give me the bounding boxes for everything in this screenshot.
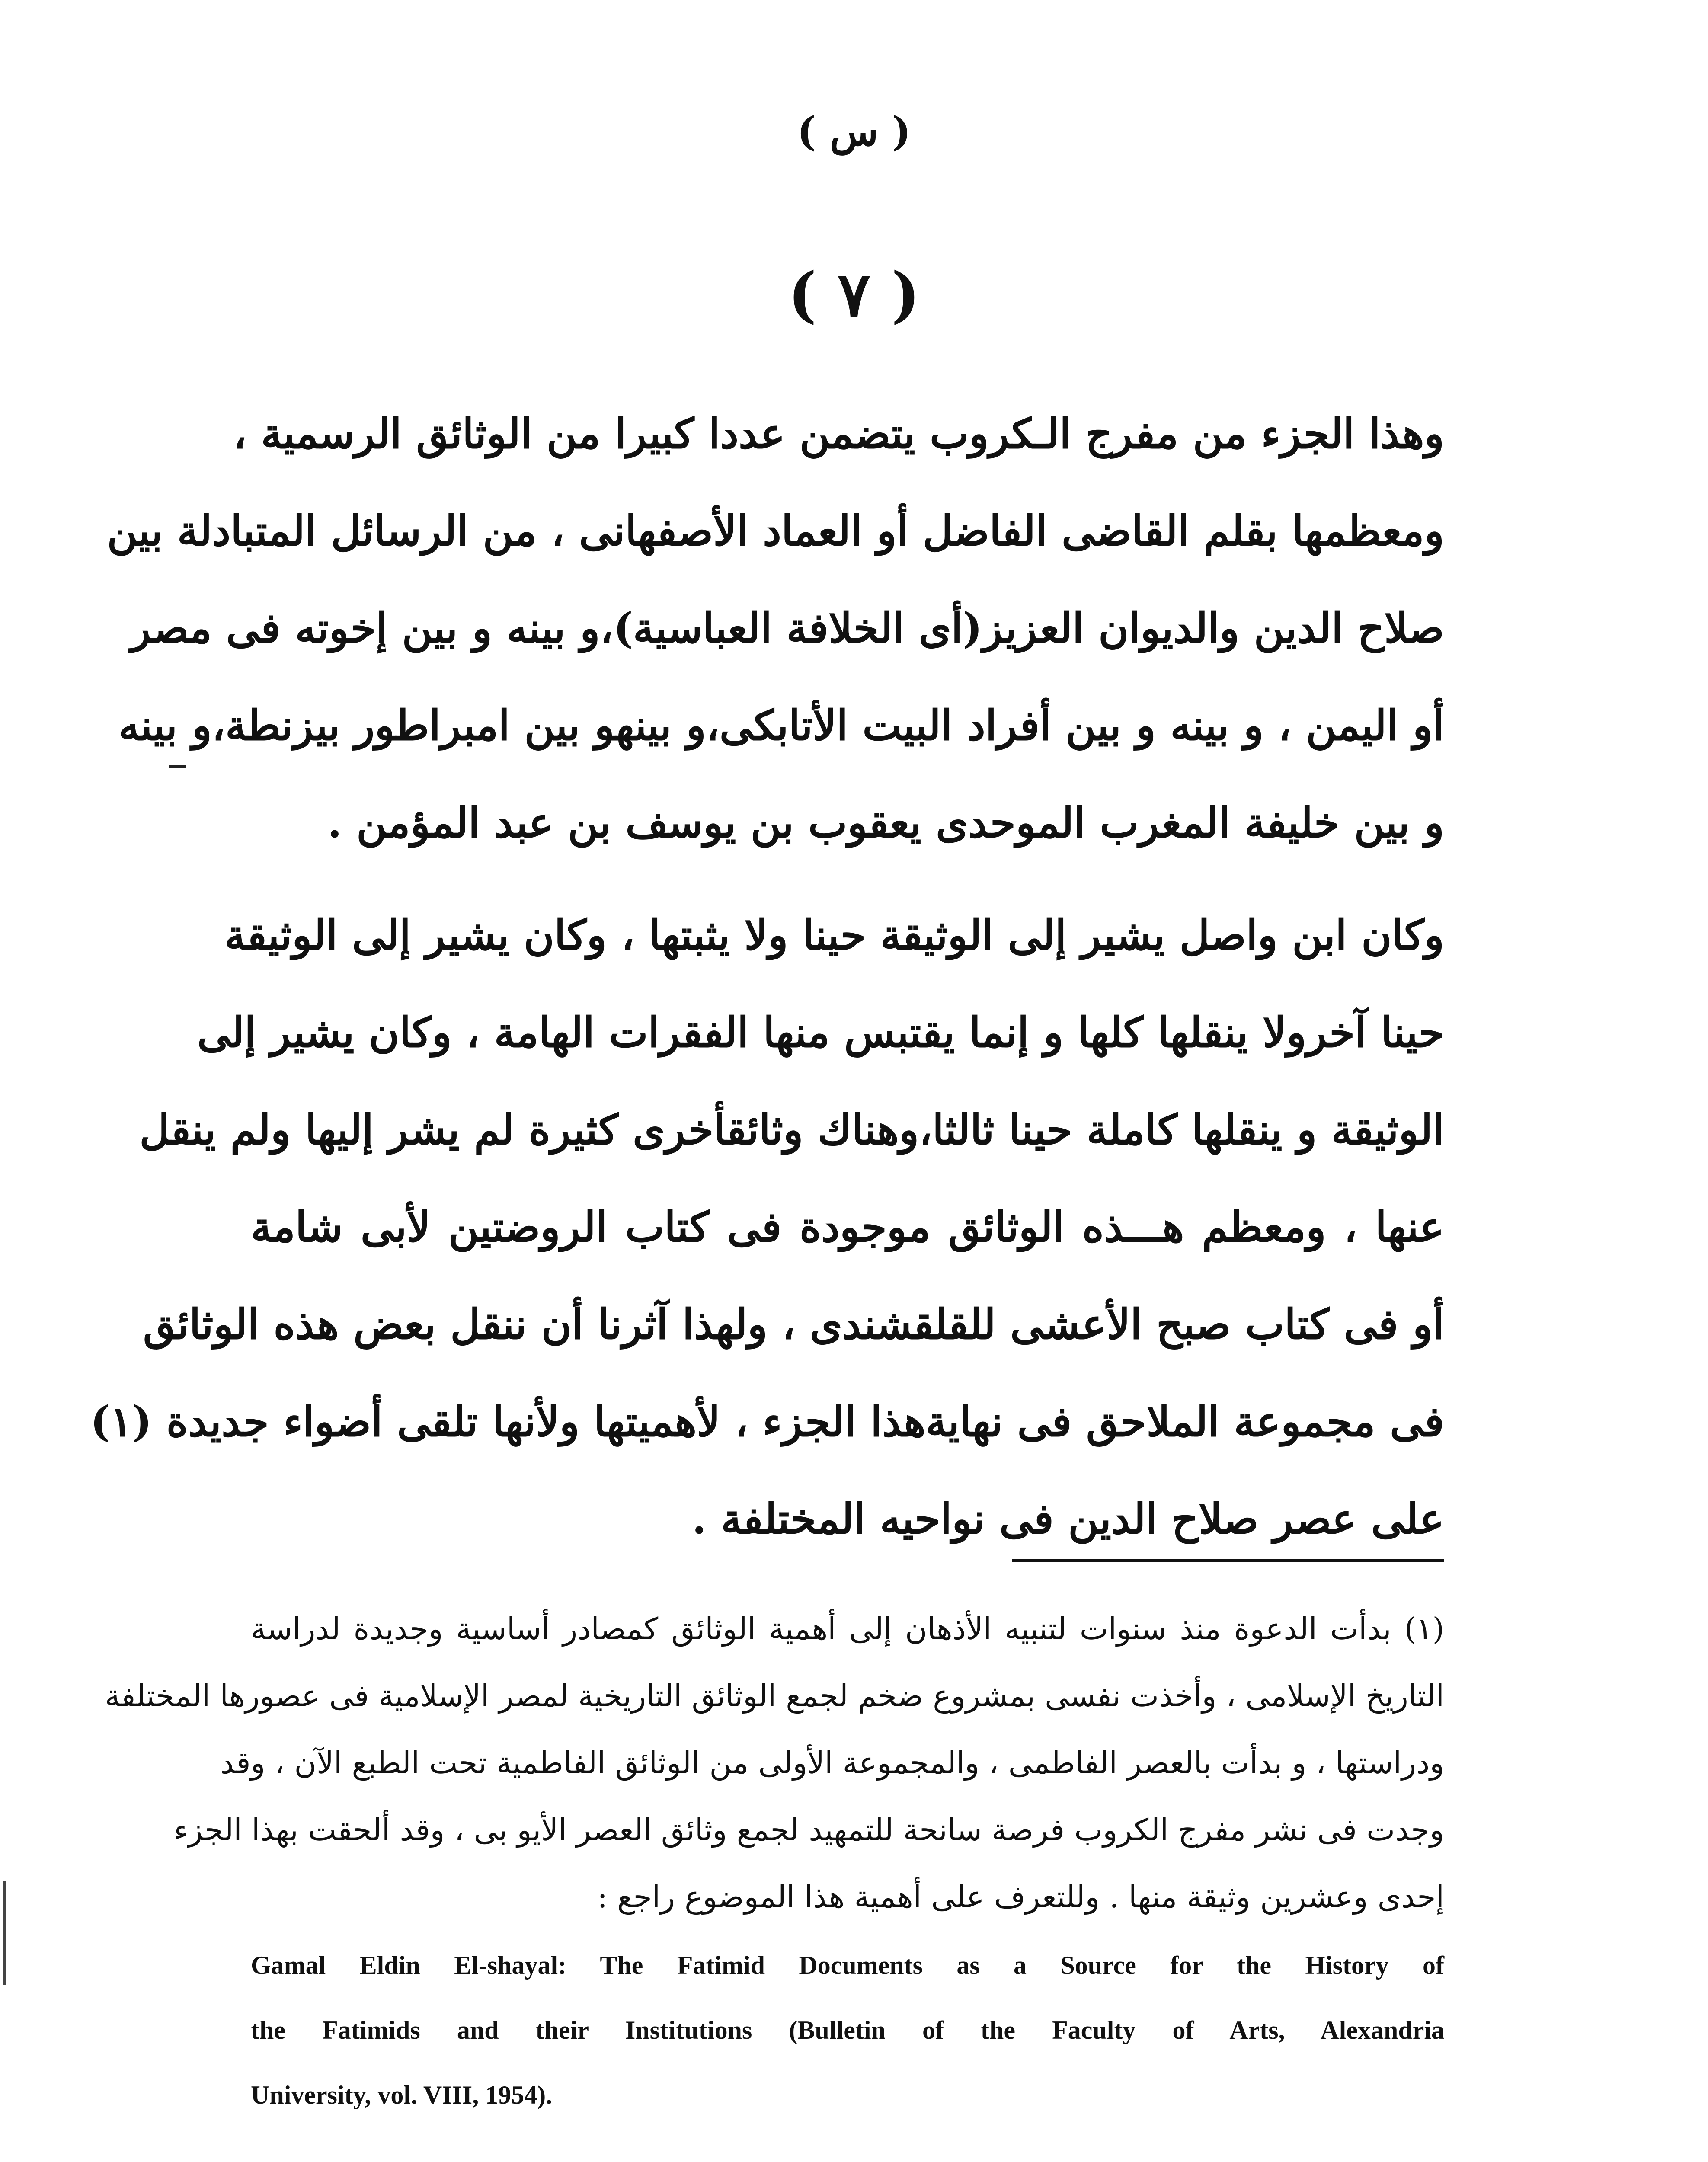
- footnote-1: [105, 1596, 1444, 1931]
- paragraph-line: ومعظمها بقلم القاضى الفاضل أو العماد الأصفهانى ، من الرسائل المتبادلة بين: [107, 506, 1444, 555]
- reference-line: the Fatimids and their Institutions (Bulletin of the Faculty of Arts, Alexandria: [251, 2016, 1444, 2044]
- section-number: ( ٧ ): [788, 259, 920, 330]
- paragraph-2: [90, 886, 1444, 1567]
- paragraph-line: صلاح الدين والديوان العزيز(أى الخلافة العباسية)،و بينه و بين إخوته فى مصر: [130, 604, 1444, 652]
- footnote-line: التاريخ الإسلامى ، وأخذت نفسى بمشروع ضخم لجمع الوثائق التاريخية لمصر الإسلامية فى عصورها المختلفة: [105, 1678, 1444, 1714]
- paragraph-1: [107, 385, 1444, 871]
- reference-line: University, vol. VIII, 1954).: [251, 2081, 553, 2109]
- paragraph-line: أو اليمن ، و بينه و بين أفراد البيت الأتابكى،و بينهو بين امبراطور بيزنطة،و بينه: [118, 701, 1444, 750]
- paragraph-line: فى مجموعة الملاحق فى نهايةهذا الجزء ، لأهميتها ولأنها تلقى أضواء جديدة (١): [90, 1397, 1444, 1446]
- footnote-line: وجدت فى نشر مفرج الكروب فرصة سانحة للتمهيد لجمع وثائق العصر الأيو بى ، وقد ألحقت بهذا الجزء: [174, 1812, 1444, 1848]
- footnote-divider: [1012, 1559, 1444, 1562]
- margin-mark: [169, 765, 186, 768]
- paragraph-line: وكان ابن واصل يشير إلى الوثيقة حينا ولا يثبتها ، وكان يشير إلى الوثيقة: [224, 911, 1444, 959]
- scan-edge-mark: [3, 1881, 6, 1985]
- paragraph-line: على عصر صلاح الدين فى نواحيه المختلفة .: [692, 1494, 1444, 1543]
- paragraph-line: عنها ، ومعظم هـــذه الوثائق موجودة فى كتاب الروضتين لأبى شامة: [251, 1203, 1444, 1251]
- reference-line: Gamal Eldin El-shayal: The Fatimid Documents as a Source for the History of: [251, 1951, 1444, 1980]
- paragraph-line: حينا آخرولا ينقلها كلها و إنما يقتبس منها الفقرات الهامة ، وكان يشير إلى: [197, 1008, 1444, 1057]
- page-number: ( س ): [797, 108, 911, 155]
- paragraph-line: الوثيقة و ينقلها كاملة حينا ثالثا،وهناك وثائقأخرى كثيرة لم يشر إليها ولم ينقل: [139, 1105, 1444, 1154]
- paragraph-line: أو فى كتاب صبح الأعشى للقلقشندى ، ولهذا آثرنا أن ننقل بعض هذه الوثائق: [143, 1300, 1444, 1349]
- paragraph-line: وهذا الجزء من مفرج الـكروب يتضمن عددا كبيرا من الوثائق الرسمية ،: [233, 409, 1444, 458]
- paragraph-line: و بين خليفة المغرب الموحدى يعقوب بن يوسف بن عبد المؤمن .: [327, 798, 1444, 847]
- footnote-line: ودراستها ، و بدأت بالعصر الفاطمى ، والمجموعة الأولى من الوثائق الفاطمية تحت الطبع الآن ، وقد: [220, 1745, 1444, 1781]
- footnote-reference-english: [251, 1933, 1444, 2127]
- footnote-line: (١) بدأت الدعوة منذ سنوات لتنبيه الأذهان إلى أهمية الوثائق كمصادر أساسية وجديدة لدراسة: [251, 1611, 1444, 1647]
- footnote-line: إحدى وعشرين وثيقة منها . وللتعرف على أهمية هذا الموضوع راجع :: [597, 1879, 1444, 1915]
